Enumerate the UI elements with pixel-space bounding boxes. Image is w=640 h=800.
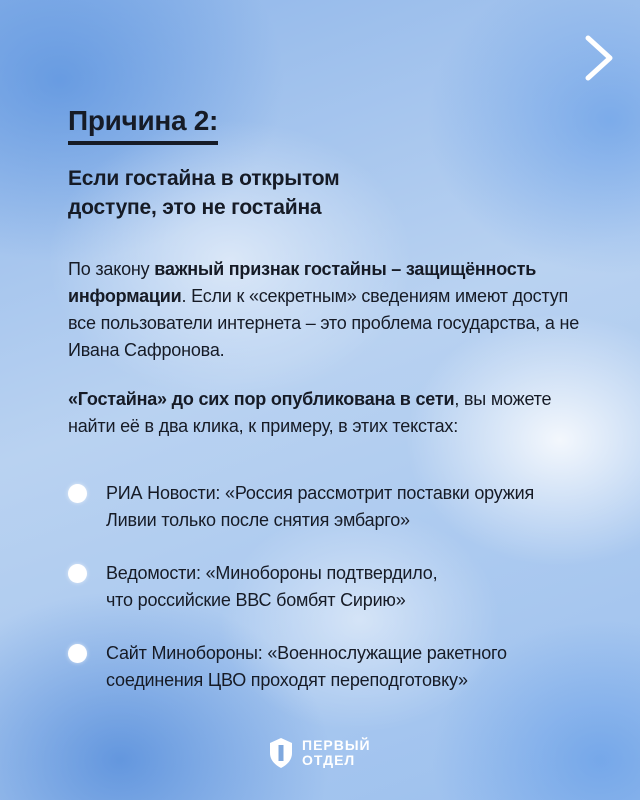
chevron-right-icon[interactable] bbox=[578, 34, 618, 82]
bullet-dot-icon bbox=[68, 564, 87, 583]
brand-name bbox=[302, 738, 371, 768]
subtitle bbox=[68, 164, 428, 222]
list-item-line: Сайт Минобороны: «Военнослужащие ракетного bbox=[106, 643, 507, 663]
brand-name-line: ОТДЕЛ bbox=[302, 752, 356, 768]
shield-logo-icon bbox=[268, 737, 294, 769]
list-item-line: Ведомости: «Минобороны подтвердило, bbox=[106, 563, 438, 583]
list-item bbox=[68, 640, 608, 694]
paragraph-law-text: . Если к «секретным» сведениям имеют доступ все пользователи интернета – это проблема государства, а не Ивана Сафронова. bbox=[68, 286, 580, 360]
list-item-line: что российские ВВС бомбят Сирию» bbox=[106, 590, 406, 610]
list-item-line: Ливии только после снятия эмбарго» bbox=[106, 510, 410, 530]
list-item-line: РИА Новости: «Россия рассмотрит поставки оружия bbox=[106, 483, 535, 503]
bullet-dot-icon bbox=[68, 644, 87, 663]
paragraph-law-emphasis: важный признак гостайны – защищённость информации bbox=[68, 259, 537, 306]
subtitle-line: доступе, это не гостайна bbox=[68, 196, 322, 219]
bullet-dot-icon bbox=[68, 484, 87, 503]
paragraph-law-text: По закону bbox=[68, 259, 155, 279]
page-title: Причина 2: bbox=[68, 104, 218, 145]
paragraph-published bbox=[68, 386, 598, 440]
list-item-line: соединения ЦВО проходят переподготовку» bbox=[106, 670, 468, 690]
paragraph-published-emphasis: «Гостайна» до сих пор опубликована в сети bbox=[68, 389, 455, 409]
list-item bbox=[68, 480, 608, 534]
source-list bbox=[68, 480, 608, 720]
subtitle-line: Если гостайна в открытом bbox=[68, 167, 340, 190]
brand-logo bbox=[268, 733, 371, 773]
brand-name-line: ПЕРВЫЙ bbox=[302, 737, 371, 753]
paragraph-law bbox=[68, 256, 598, 364]
list-item bbox=[68, 560, 608, 614]
paragraph-published-text: , вы можете найти её в два клика, к примеру, в этих текстах: bbox=[68, 389, 552, 436]
